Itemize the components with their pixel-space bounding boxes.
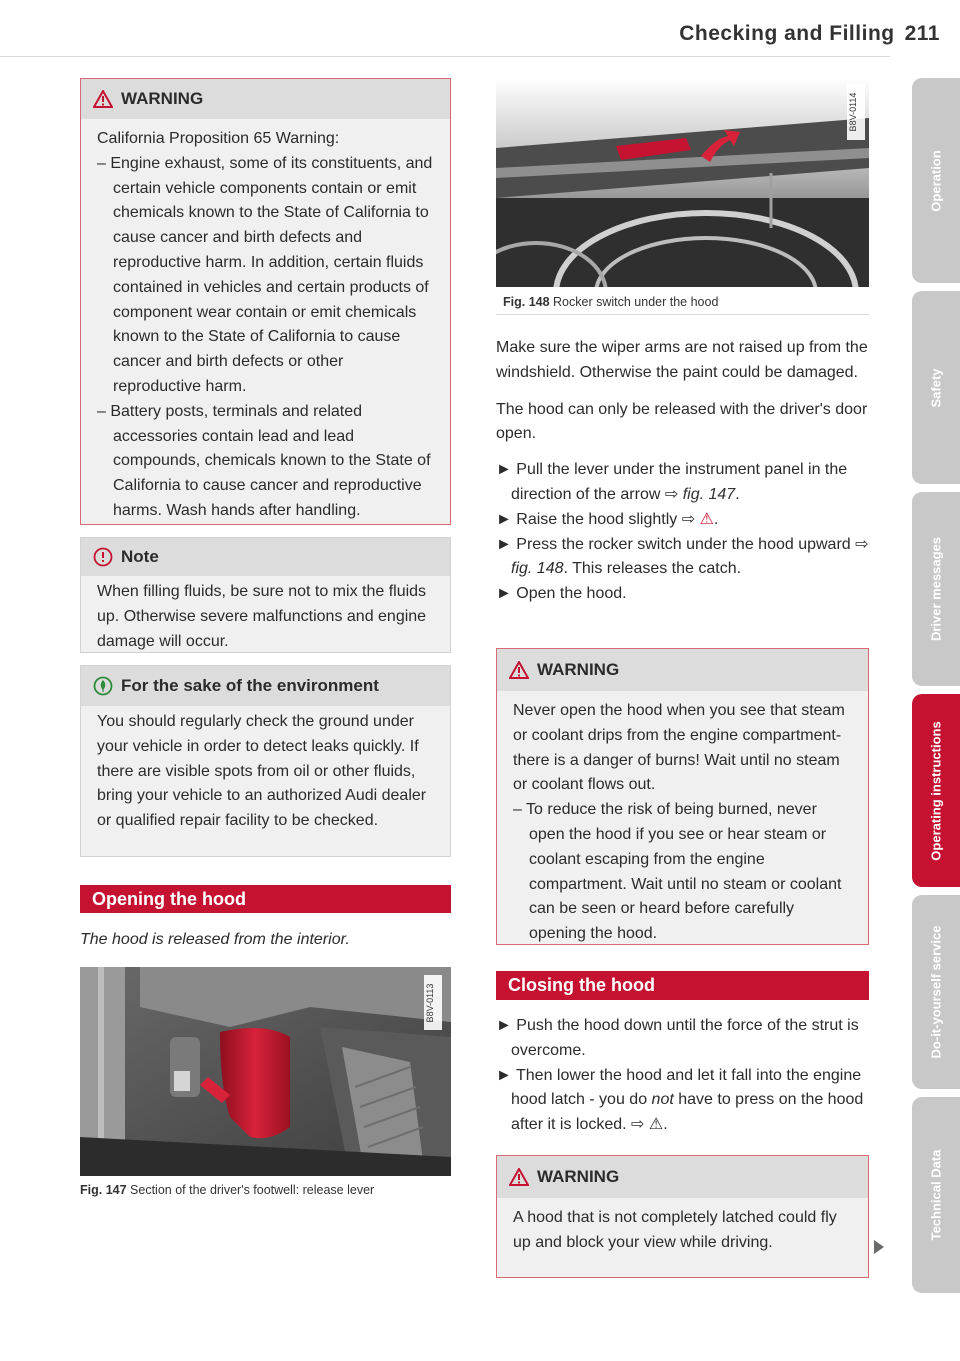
- figure-148-image: [496, 78, 869, 287]
- step-item: ► Open the hood.: [496, 585, 627, 603]
- step-text-end: . This releases the catch.: [563, 560, 742, 578]
- figure-147-image: [80, 967, 451, 1176]
- page-number: 211: [904, 22, 940, 45]
- warning-triangle-icon: [93, 90, 113, 108]
- figure-label: Fig. 147: [80, 1183, 127, 1197]
- warning-text: A hood that is not completely latched could fly up and block your view while driving.: [513, 1209, 837, 1251]
- tab-label: Do-it-yourself service: [928, 925, 944, 1059]
- figure-reference: fig. 147: [682, 485, 736, 503]
- warning-item: – To reduce the risk of being burned, never open the hood if you see or hear steam or coolant escaping from the engine compartment. Wait until no steam or coolant can be seen or heard before carefully opening the hood.: [513, 801, 842, 943]
- tab-do-it-yourself-service[interactable]: [912, 895, 960, 1089]
- figure-reference: fig. 148: [511, 560, 564, 578]
- page-header: [620, 22, 940, 46]
- tab-label: Driver messages: [928, 536, 944, 642]
- section-heading-closing-hood: [496, 971, 869, 1000]
- step-text: Push the hood down until the force of the strut is overcome.: [511, 1017, 859, 1059]
- section-heading-opening-hood: [80, 885, 451, 913]
- environment-body: [81, 706, 450, 846]
- step-text-end: .: [735, 485, 740, 503]
- step-text: Then lower the hood and let it fall into the engine hood latch - you do: [511, 1066, 862, 1109]
- figure-code: B8V-0114: [848, 92, 858, 132]
- tab-label: Operation: [928, 149, 944, 212]
- warning-header: [81, 79, 450, 119]
- warning-item: – Engine exhaust, some of its constituents, and certain vehicle components contain or emit chemicals known to the State of California to cause cancer and birth defects and reproductive harm. In addition, certain fluids contained in vehicles and certain products of component wear contain or emit chemicals known to the State of California to cause cancer and birth defects or other reproductive harm.: [97, 154, 433, 395]
- figure-148-caption: [503, 295, 869, 309]
- warning-header: [497, 649, 868, 691]
- warning-item: – Battery posts, terminals and related accessories contain lead and lead compounds, chemicals known to the State of California to cause cancer and reproductive harms. Wash hands after handling.: [97, 402, 431, 519]
- warning-label: WARNING: [537, 1167, 620, 1186]
- step-text-end: have to press on the hood after it is locked. ⇨ ⚠.: [511, 1091, 864, 1134]
- warning-body: [497, 691, 868, 959]
- closing-steps: [496, 1014, 869, 1138]
- warning-label: WARNING: [121, 89, 204, 108]
- header-divider: [0, 56, 890, 57]
- warning-body: [497, 1198, 868, 1268]
- step-text-end: .: [713, 510, 719, 528]
- figure-147-caption: [80, 1183, 451, 1197]
- warning-label: WARNING: [537, 660, 620, 679]
- right-column-text: [496, 336, 869, 607]
- tab-operating-instructions[interactable]: [912, 694, 960, 887]
- info-circle-icon: [93, 547, 113, 567]
- environment-text: You should regularly check the ground under your vehicle in order to detect leaks quickly. If there are visible spots from oil or other fluids, bring your vehicle to an authorized Audi dealer or qualified repair facility to be checked.: [97, 713, 427, 830]
- step-item: ► Press the rocker switch under the hood upward ⇨ fig. 148. This releases the catch.: [496, 535, 869, 578]
- paragraph: Make sure the wiper arms are not raised up from the windshield. Otherwise the paint could be damaged.: [496, 339, 868, 381]
- footwell-illustration: [80, 967, 451, 1176]
- opening-hood-subtitle: The hood is released from the interior.: [80, 931, 350, 948]
- figure-caption-text: Rocker switch under the hood: [553, 295, 719, 309]
- warning-intro: California Proposition 65 Warning:: [97, 130, 340, 147]
- step-item: ► Pull the lever under the instrument panel in the direction of the arrow ⇨ fig. 147.: [496, 461, 848, 503]
- environment-box: [80, 665, 451, 857]
- step-item: ► Then lower the hood and let it fall into the engine hood latch - you do not have to press on the hood after it is locked. ⇨ ⚠.: [496, 1066, 864, 1134]
- warning-intro: Never open the hood when you see that steam or coolant drips from the engine compartment- there is a danger of burns! Wait until no steam or coolant flows out.: [513, 702, 845, 794]
- note-box: [80, 537, 451, 653]
- warning-header: [497, 1156, 868, 1198]
- figure-label: Fig. 148: [503, 295, 550, 309]
- step-text: Raise the hood slightly ⇨: [516, 510, 696, 528]
- figure-code: B8V-0113: [425, 983, 435, 1023]
- environment-leaf-icon: [93, 676, 113, 696]
- warning-triangle-icon: [509, 1168, 529, 1186]
- tab-driver-messages[interactable]: [912, 492, 960, 686]
- warning-box-prop65: [80, 78, 451, 525]
- steps-list: [496, 458, 869, 607]
- emphasis-text: not: [651, 1091, 674, 1109]
- warning-body: [81, 119, 450, 536]
- tab-safety[interactable]: [912, 291, 960, 484]
- warning-box-latch: [496, 1155, 869, 1278]
- environment-header: [81, 666, 450, 706]
- warning-triangle-icon: [509, 661, 529, 679]
- continued-arrow-icon: [874, 1240, 884, 1254]
- figure-148-caption-rule: [496, 314, 869, 315]
- warning-box-burns: [496, 648, 869, 945]
- step-text: Pull the lever under the instrument panel in the direction of the arrow ⇨: [511, 461, 848, 503]
- paragraph: The hood can only be released with the driver's door open.: [496, 400, 868, 443]
- figure-caption-text: Section of the driver's footwell: release lever: [130, 1183, 375, 1197]
- tab-label: Operating instructions: [928, 720, 944, 861]
- tab-technical-data[interactable]: [912, 1097, 960, 1293]
- section-title: Checking and Filling: [679, 22, 895, 45]
- hood-rocker-illustration: [496, 78, 869, 287]
- tab-operation[interactable]: [912, 78, 960, 283]
- note-label: Note: [121, 547, 159, 566]
- environment-label: For the sake of the environment: [121, 676, 379, 695]
- tab-label: Safety: [928, 367, 944, 408]
- note-header: [81, 538, 450, 576]
- warning-reference-icon: ⚠: [699, 510, 714, 528]
- note-body: [81, 576, 450, 666]
- step-text: Open the hood.: [516, 585, 627, 603]
- step-item: ► Raise the hood slightly ⇨ ⚠.: [496, 510, 719, 528]
- step-item: ► Push the hood down until the force of the strut is overcome.: [496, 1017, 859, 1059]
- note-text: When filling fluids, be sure not to mix the fluids up. Otherwise severe malfunctions and engine damage will occur.: [97, 583, 427, 650]
- opening-hood-heading: Opening the hood: [92, 888, 246, 909]
- step-text: Press the rocker switch under the hood upward ⇨: [516, 535, 869, 553]
- closing-hood-heading: Closing the hood: [508, 975, 655, 995]
- tab-label: Technical Data: [928, 1149, 944, 1241]
